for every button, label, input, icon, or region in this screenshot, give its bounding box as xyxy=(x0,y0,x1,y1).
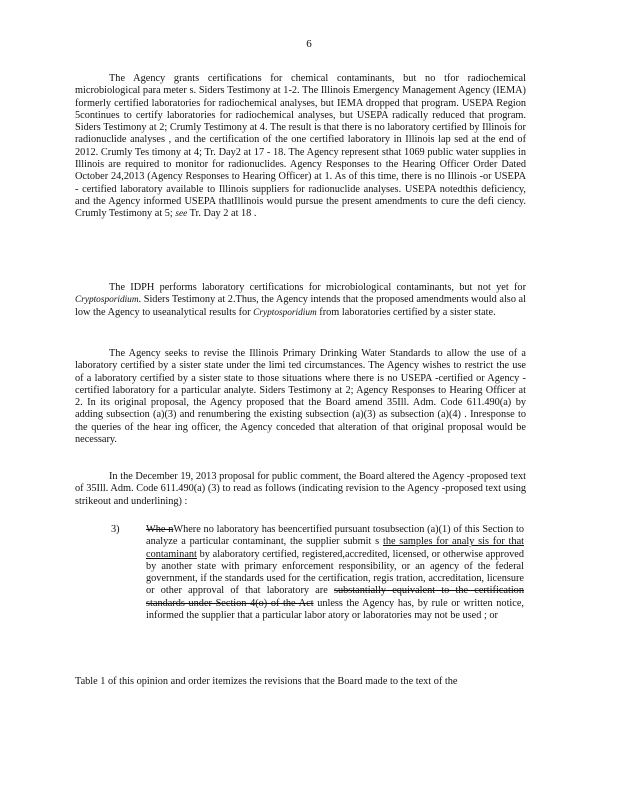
rule-text: Where no laboratory has beencertified pursuant tosubsection (a)(1) of this Section to analyze a particular contaminant, the supplier submit s xyxy=(146,524,524,548)
paragraph-text: The Agency grants certifications for chemical contaminants, but no tfor radiochemical microbiological para meter s. Siders Testimony at 1-2. The Illinois Emergency Management Agency (IEMA) formerly certified laboratories for radiochemical analyses, but IEMA dropped that program. USEPA Region 5continues to certify laboratories for radiochemical analyses, but USEPA radically reduced that program. Siders Testimony at 2; Crumly Testimony at 4. The result is that there is no laboratory certified by Illinois for radionuclide analyses , and the certification of the one certified laboratory in Illinois lap sed at the end of 2012. Crumly Tes timony at 4; Tr. Day2 at 17 - 18. The Agency represent sthat 1069 public water supplies in Illinois are required to monitor for radionuclides. Agency Responses to the Hearing Officer Order Dated October 24,2013 (Agency Responses to Hearing Officer) at 1. As of this time, there is no Illinois -or USEPA - certified laboratory available to Illinois suppliers for radionuclide analyses. USEPA notedthis deficiency, and the Agency informed USEPA thatIllinois would pursue the present amendments to cure the defi ciency. Crumly Testimony at 5; xyxy=(75,73,526,220)
paragraph-idph-microbiological xyxy=(75,282,526,319)
rule-text: by alaboratory certified, registered,accredited, licensed, or otherwise approved by another state with primary enforcement responsibility, or an agency of the federal government, if the standards used for the certification, regis tration, accreditation, licensure or other approval of that laboratory are xyxy=(146,548,524,597)
rule-text: unless the Agency has, by rule or written notice, informed the supplier that a particular labor atory or laboratories may not be used ; or xyxy=(146,597,525,622)
subsection-body xyxy=(146,524,524,622)
subsection-number: 3) xyxy=(111,524,120,535)
paragraph-agency-revision: The Agency seeks to revise the Illinois Primary Drinking Water Standards to allow the use of a laboratory certified by a sister state under the limi ted circumstances. The Agency wishes to restrict the use of a laboratory certified by a sister state to those situations where there is no USEPA -certified or Agency -certified laboratory for a particular analyte. Siders Testimony at 2; Agency Responses to Hearing Officer at 2. In its original proposal, the Agency proposed that the Board amend 35Ill. Adm. Code 611.490(a) by adding subsection (a)(3) and renumbering the existing subsection (a)(3) as subsection (a)(4) . Inresponse to the queries of the hear ing officer, the Agency conceded that alteration of that original proposal would be necessary. xyxy=(75,348,526,446)
struck-text: Whe n xyxy=(146,524,174,535)
see-signal: see xyxy=(175,209,188,220)
cryptosporidium-term: Cryptosporidium xyxy=(253,307,317,318)
paragraph-text: . Siders Testimony at 2.Thus, the Agency intends that the proposed amendments would also al low the Agency to useanalytical results for xyxy=(75,294,526,318)
cryptosporidium-term: Cryptosporidium xyxy=(75,295,139,306)
underlined-text: the samples for analy sis for that contaminant xyxy=(146,536,524,560)
paragraph-radiochemical-certification xyxy=(75,73,526,221)
paragraph-board-proposal: In the December 19, 2013 proposal for public comment, the Board altered the Agency -proposed text of 35Ill. Adm. Code 611.490(a) (3) to read as follows (indicating revision to the Agency -proposed text using strikeout and underlining) : xyxy=(75,471,526,507)
struck-text: substantially equivalent to the certification standards under Section 4(o) of the Act xyxy=(146,585,524,609)
paragraph-text: The IDPH performs laboratory certifications for microbiological contaminants, but not yet for xyxy=(109,282,526,293)
paragraph-text-end: from laboratories certified by a sister state. xyxy=(319,306,496,318)
paragraph-text-end: Tr. Day 2 at 18 . xyxy=(189,208,257,220)
page-number: 6 xyxy=(306,38,312,50)
paragraph-table-reference: Table 1 of this opinion and order itemizes the revisions that the Board made to the text of the xyxy=(75,676,458,687)
